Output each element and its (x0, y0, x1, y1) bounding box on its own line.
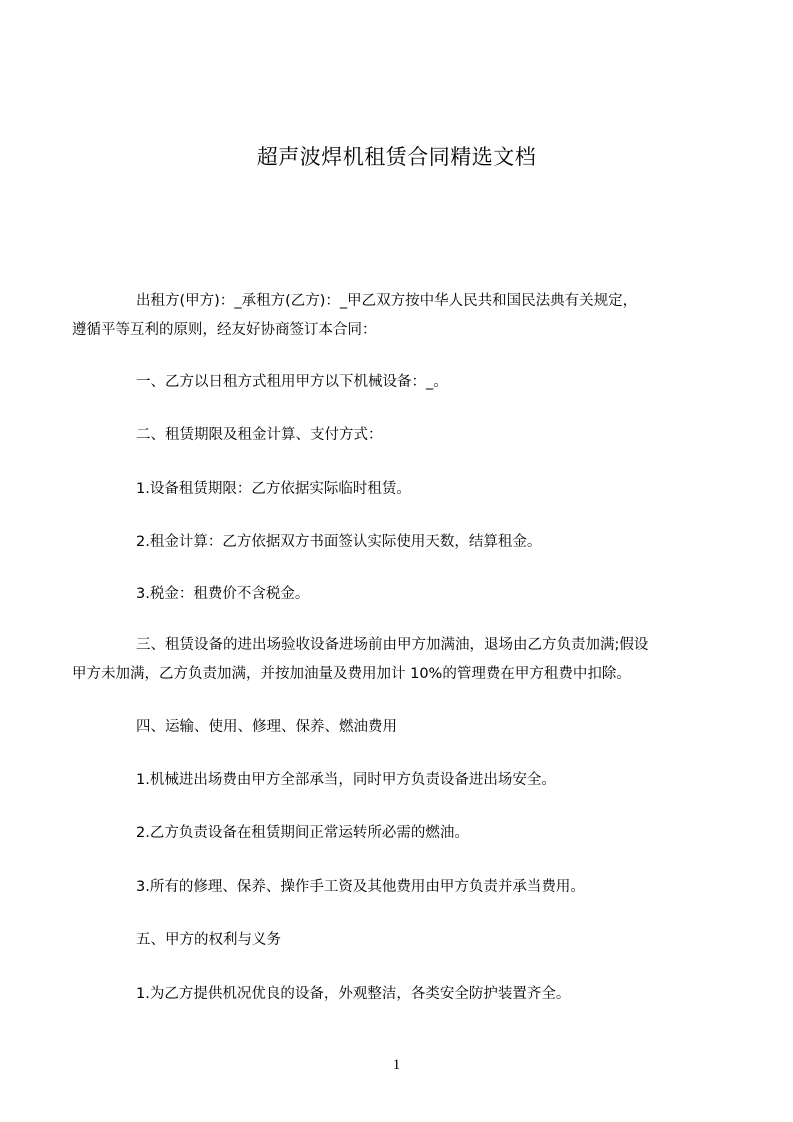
paragraph-line: 三、租赁设备的进出场验收设备进场前由甲方加满油，退场由乙方负责加满;假设 (136, 637, 649, 653)
section-2-heading (104, 421, 704, 450)
intro-paragraph (72, 287, 704, 345)
paragraph-line: 四、运输、使用、修理、保养、燃油费用 (136, 719, 397, 735)
page-number: 1 (392, 1057, 401, 1073)
paragraph-line: 1.设备租赁期限：乙方依据实际临时租赁。 (136, 481, 411, 497)
section-3-paragraph (72, 631, 704, 689)
section-5-item-1 (104, 980, 704, 1009)
section-2-item-1 (104, 475, 704, 504)
section-4-heading (104, 713, 704, 742)
section-4-item-3 (104, 873, 704, 902)
section-4-item-1 (104, 766, 704, 795)
paragraph-line: 1.为乙方提供机况优良的设备，外观整洁，各类安全防护装置齐全。 (136, 986, 571, 1002)
paragraph-line: 3.所有的修理、保养、操作手工资及其他费用由甲方负责并承当费用。 (136, 879, 585, 895)
paragraph-line: 一、乙方以日租方式租用甲方以下机械设备：_。 (136, 374, 448, 390)
paragraph-line: 二、租赁期限及租金计算、支付方式： (136, 427, 383, 443)
section-2-item-3 (104, 580, 704, 609)
section-5-heading (104, 926, 704, 955)
paragraph-line: 2.乙方负责设备在租赁期间正常运转所必需的燃油。 (136, 825, 469, 841)
paragraph-line: 出租方(甲方)：_承租方(乙方)：_甲乙双方按中华人民共和国民法典有关规定， (136, 293, 638, 309)
document-title: 超声波焊机租赁合同精选文档 (256, 145, 537, 169)
paragraph-line: 五、甲方的权利与义务 (136, 932, 281, 948)
paragraph-line: 3.税金：租费价不含税金。 (136, 586, 310, 602)
section-1-heading (104, 368, 704, 397)
paragraph-line: 1.机械进出场费由甲方全部承当，同时甲方负责设备进出场安全。 (136, 772, 556, 788)
section-2-item-2 (104, 528, 704, 557)
paragraph-line: 甲方未加满，乙方负责加满，并按加油量及费用加计 10%的管理费在甲方租费中扣除。 (72, 666, 631, 682)
paragraph-line: 遵循平等互利的原则，经友好协商签订本合同： (72, 322, 377, 338)
paragraph-line: 2.租金计算：乙方依据双方书面签认实际使用天数，结算租金。 (136, 534, 542, 550)
section-4-item-2 (104, 819, 704, 848)
